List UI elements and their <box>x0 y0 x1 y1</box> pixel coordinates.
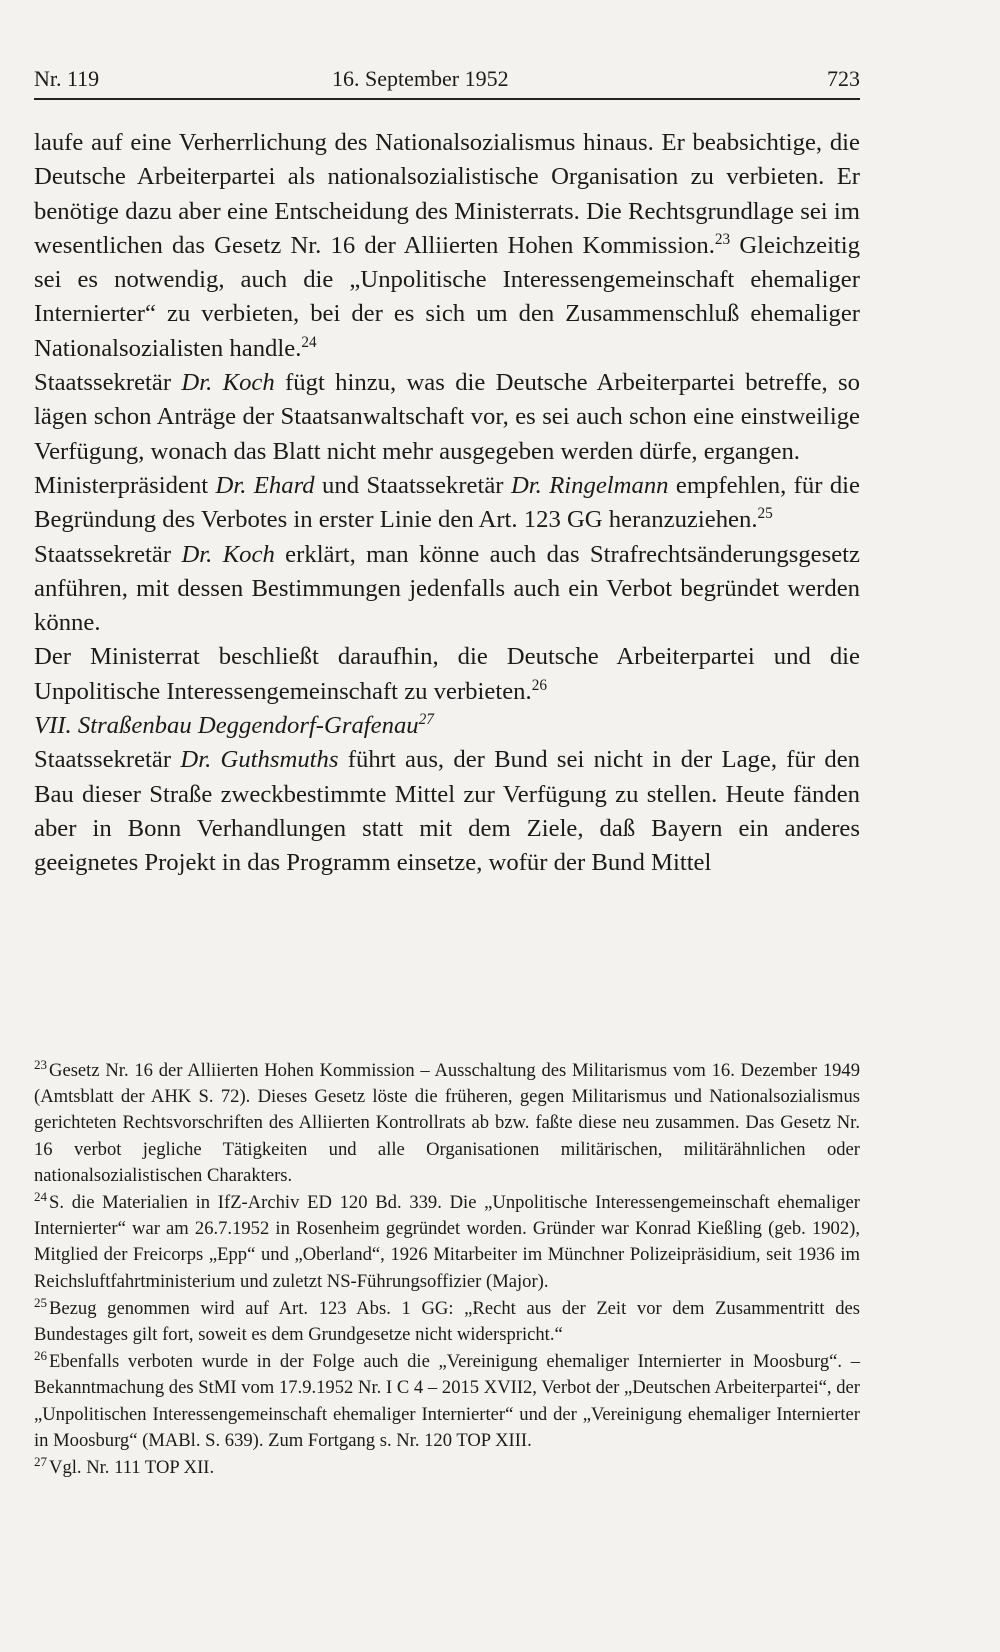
page-header <box>34 60 860 100</box>
footnote-number: 27 <box>34 1453 48 1469</box>
section-heading <box>34 709 860 743</box>
person-name: Dr. Guthsmuths <box>180 746 339 774</box>
footnote-number: 25 <box>34 1294 48 1310</box>
footnote-text: Ebenfalls verboten wurde in der Folge auch die „Vereinigung ehemaliger Internierter in Moosburg“. – Bekanntmachung des StMI vom 17.9.1952 Nr. I C 4 – 2015 XVII2, Verbot der „Deutschen Arbeiterpartei“, der „Unpolitischen Interessengemeinschaft ehemaliger Internierter“ und der „Vereinigung ehemaliger Internierter in Moosburg“ (MABl. S. 639). Zum Fortgang s. Nr. 120 TOP XIII. <box>34 1351 860 1451</box>
text-run: laufe auf eine Verherrlichung des Nationalsozialismus hinaus. Er beabsichtige, die Deutsche Arbeiterpartei als nationalsozialistische Organisation zu verbieten. Er benötige dazu aber eine Entscheidung des Ministerrats. Die Rechtsgrundlage sei im wesentlichen das Gesetz Nr. 16 der Alliierten Hohen Kommission. <box>34 129 860 259</box>
footnote-ref: 27 <box>418 710 434 728</box>
paragraph <box>34 366 860 469</box>
paragraph <box>34 538 860 641</box>
footnote <box>34 1296 860 1348</box>
person-name: Dr. Koch <box>181 369 275 397</box>
footnote <box>34 1349 860 1454</box>
paragraph <box>34 743 860 880</box>
text-run: Der Ministerrat beschließt daraufhin, die Deutsche Arbeiterpartei und die Unpolitische Interessengemeinschaft zu verbieten. <box>34 643 860 705</box>
footnote-text: S. die Materialien in IfZ-Archiv ED 120 Bd. 339. Die „Unpolitische Interessengemeinschaft ehemaliger Internierter“ war am 26.7.1952 in Rosenheim gegründet worden. Gründer war Konrad Kießling (geb. 1902), Mitglied der Freicorps „Epp“ und „Oberland“, 1926 Mitarbeiter im Münchner Polizeipräsidium, seit 1936 im Reichsluftfahrtministerium und zuletzt NS-Führungsoffizier (Major). <box>34 1192 860 1292</box>
page-date: 16. September 1952 <box>332 66 509 91</box>
text-run: führt aus, der Bund sei nicht in der Lage, für den Bau dieser Straße zweckbestimmte Mittel zur Verfügung zu stellen. Heute fänden aber in Bonn Verhandlungen statt mit dem Ziele, daß Bayern ein anderes geeignetes Projekt in das Programm einsetze, wofür der Bund Mittel <box>34 746 860 877</box>
paragraph <box>34 126 860 366</box>
text-run: erklärt, man könne auch das Strafrechtsänderungsgesetz anführen, mit dessen Bestimmungen jedenfalls auch ein Verbot begründet werden könne. <box>34 540 860 637</box>
footnote-number: 24 <box>34 1188 48 1204</box>
person-name: Dr. Koch <box>181 540 275 568</box>
person-name: Dr. Ringelmann <box>510 471 669 499</box>
footnote-text: Bezug genommen wird auf Art. 123 Abs. 1 GG: „Recht aus der Zeit vor dem Zusammentritt des Bundestages gilt fort, soweit es dem Grundgesetze nicht widerspricht.“ <box>34 1297 860 1346</box>
footnotes <box>34 1058 860 1482</box>
text-run: empfehlen, für die Begründung des Verbotes in erster Linie den Art. 123 GG heranzuziehen. <box>34 471 860 534</box>
text-run: Staatssekretär <box>34 746 181 774</box>
text-run: Staatssekretär <box>34 369 182 397</box>
paragraph <box>34 640 860 709</box>
footnote-text: Gesetz Nr. 16 der Alliierten Hohen Kommission – Ausschaltung des Militarismus vom 16. Dezember 1949 (Amtsblatt der AHK S. 72). Dieses Gesetz löste die früheren, gegen Militarismus und Nationalsozialismus gerichteten Rechtsvorschriften des Alliierten Kontrollrats ab bzw. faßte diese neu zusammen. Das Gesetz Nr. 16 verbot jegliche Tätigkeiten und alle Organisationen militärischen, militärähnlichen oder nationalsozialistischen Charakters. <box>34 1060 860 1186</box>
heading-text: VII. Straßenbau Deggendorf-Grafenau <box>34 712 419 740</box>
footnote-number: 23 <box>34 1056 48 1072</box>
footnote <box>34 1190 860 1295</box>
page-number: 723 <box>827 66 860 91</box>
footnote-ref: 25 <box>757 505 773 523</box>
footnote-ref: 23 <box>714 230 731 248</box>
footnote <box>34 1455 860 1481</box>
main-text <box>34 126 860 881</box>
footnote-text: Vgl. Nr. 111 TOP XII. <box>49 1457 215 1479</box>
text-run: fügt hinzu, was die Deutsche Arbeiterpartei betreffe, so lägen schon Anträge der Staatsanwaltschaft vor, es sei auch schon eine einstweilige Verfügung, wonach das Blatt nicht mehr ausgegeben werden dürfe, ergangen. <box>34 369 860 465</box>
footnote-number: 26 <box>34 1348 48 1364</box>
text-run: Staatssekretär <box>34 540 182 568</box>
text-run: Ministerpräsident <box>34 471 216 499</box>
document-number: Nr. 119 <box>34 66 100 91</box>
footnote <box>34 1058 860 1189</box>
footnote-ref: 24 <box>301 333 317 351</box>
person-name: Dr. Ehard <box>215 471 315 499</box>
text-run: Gleichzeitig sei es notwendig, auch die „Unpolitische Interessengemeinschaft ehemaliger Internierter“ zu verbieten, bei der es sich um den Zusammenschluß ehemaliger Nationalsozialisten handle. <box>34 231 860 362</box>
text-run: und Staatssekretär <box>314 471 511 499</box>
paragraph <box>34 469 860 538</box>
footnote-ref: 26 <box>531 676 547 694</box>
